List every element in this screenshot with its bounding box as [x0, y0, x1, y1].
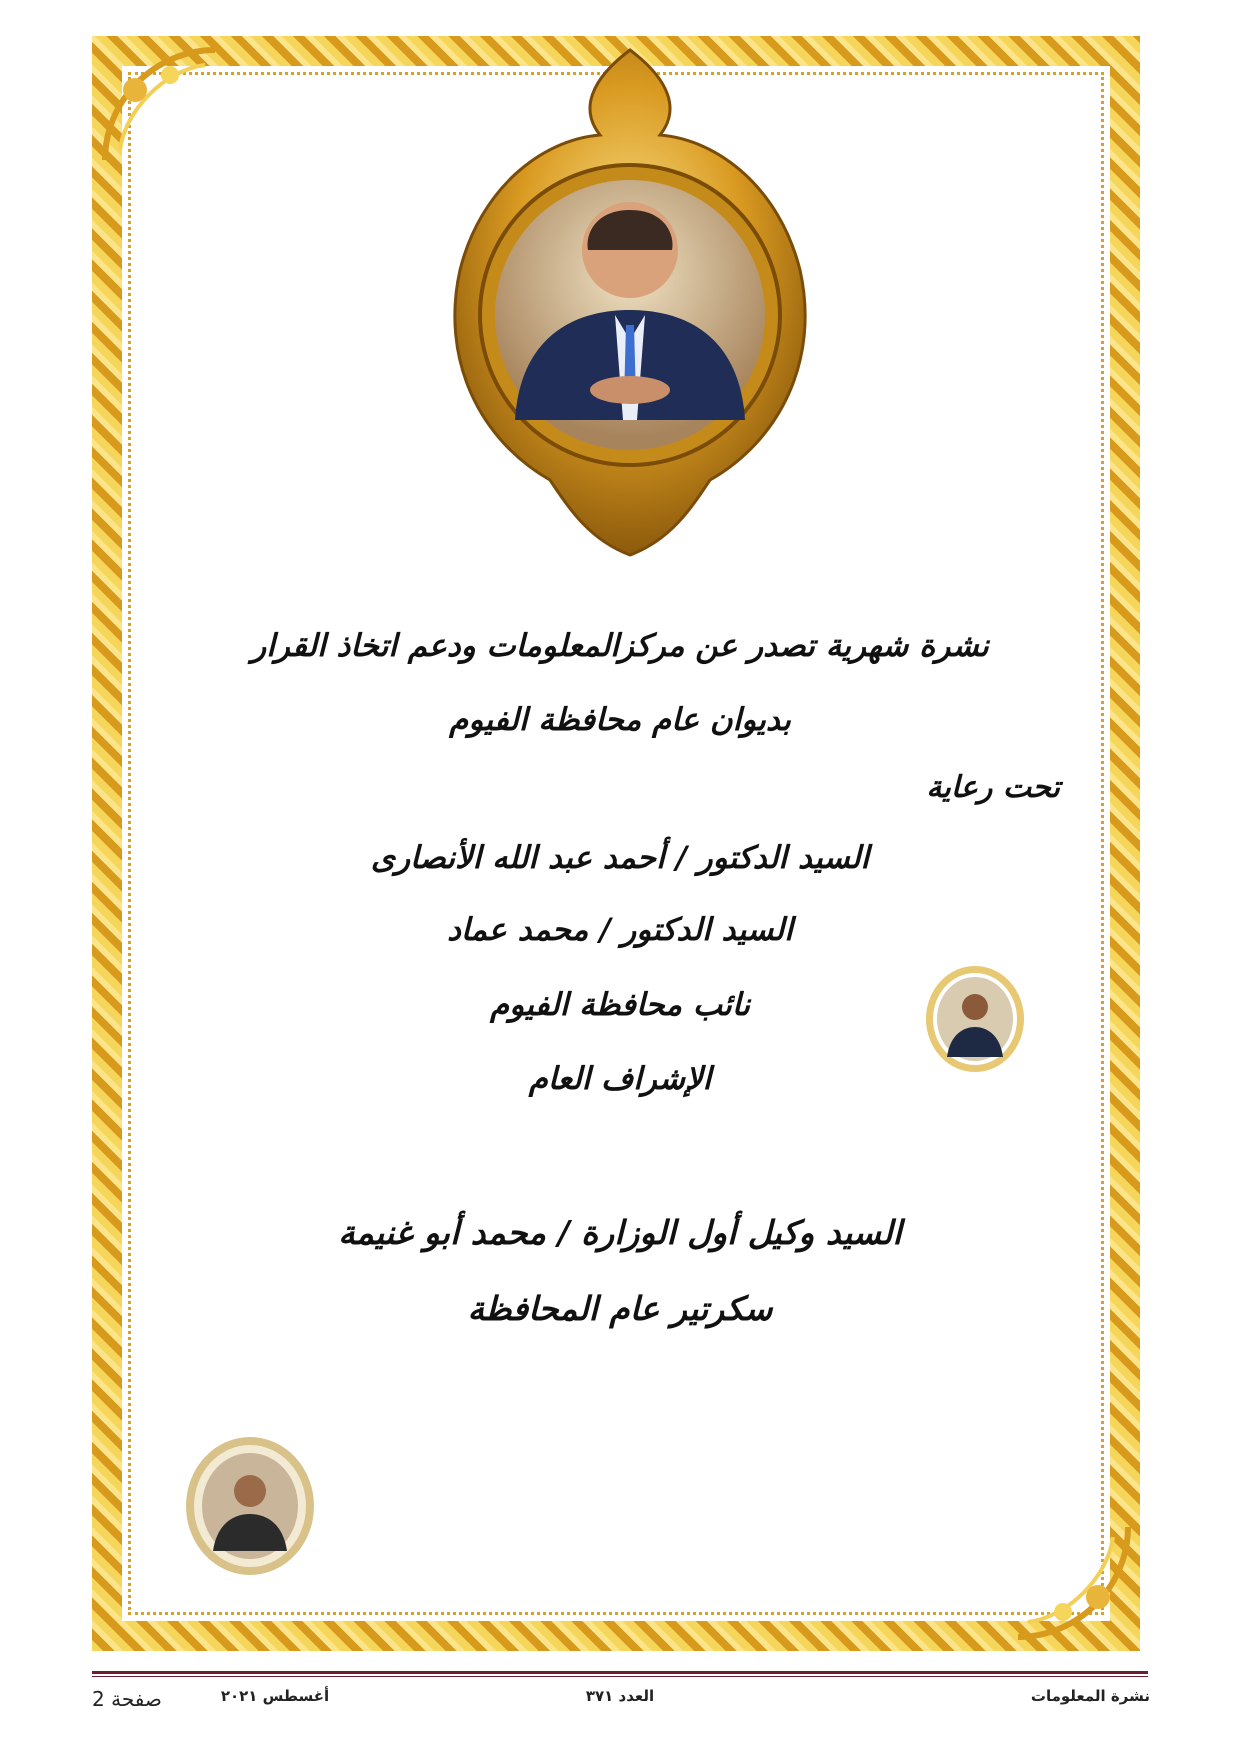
deputy-title: نائب محافظة الفيوم [490, 987, 750, 1023]
corner-flourish-bottom-right [1008, 1517, 1138, 1647]
secretary-title: سكرتير عام المحافظة [467, 1289, 773, 1328]
patronage-label: تحت رعاية [926, 770, 1060, 805]
supervision-label: الإشراف العام [528, 1061, 712, 1097]
governor-portrait-medallion [420, 40, 840, 560]
footer-rule [92, 1671, 1148, 1674]
footer-page-number: صفحة 2 [92, 1687, 162, 1711]
secretary-portrait [185, 1436, 315, 1576]
secretary-name: السيد وكيل أول الوزارة / محمد أبو غنيمة [338, 1213, 902, 1252]
deputy-portrait [925, 965, 1025, 1073]
footer-publication: نشرة المعلومات [1030, 1687, 1150, 1705]
deputy-name: السيد الدكتور / محمد عماد [447, 912, 793, 948]
governor-name: السيد الدكتور / أحمد عبد الله الأنصارى [370, 840, 870, 876]
newsletter-department: بديوان عام محافظة الفيوم [449, 702, 791, 738]
newsletter-description: نشرة شهرية تصدر عن مركزالمعلومات ودعم اتخاذ القرار [251, 628, 989, 664]
footer-date: أغسطس ٢٠٢١ [220, 1687, 330, 1705]
footer-rule-thin [92, 1676, 1148, 1677]
footer-issue: العدد ٣٧١ [585, 1687, 655, 1705]
corner-flourish-top-left [95, 40, 225, 170]
